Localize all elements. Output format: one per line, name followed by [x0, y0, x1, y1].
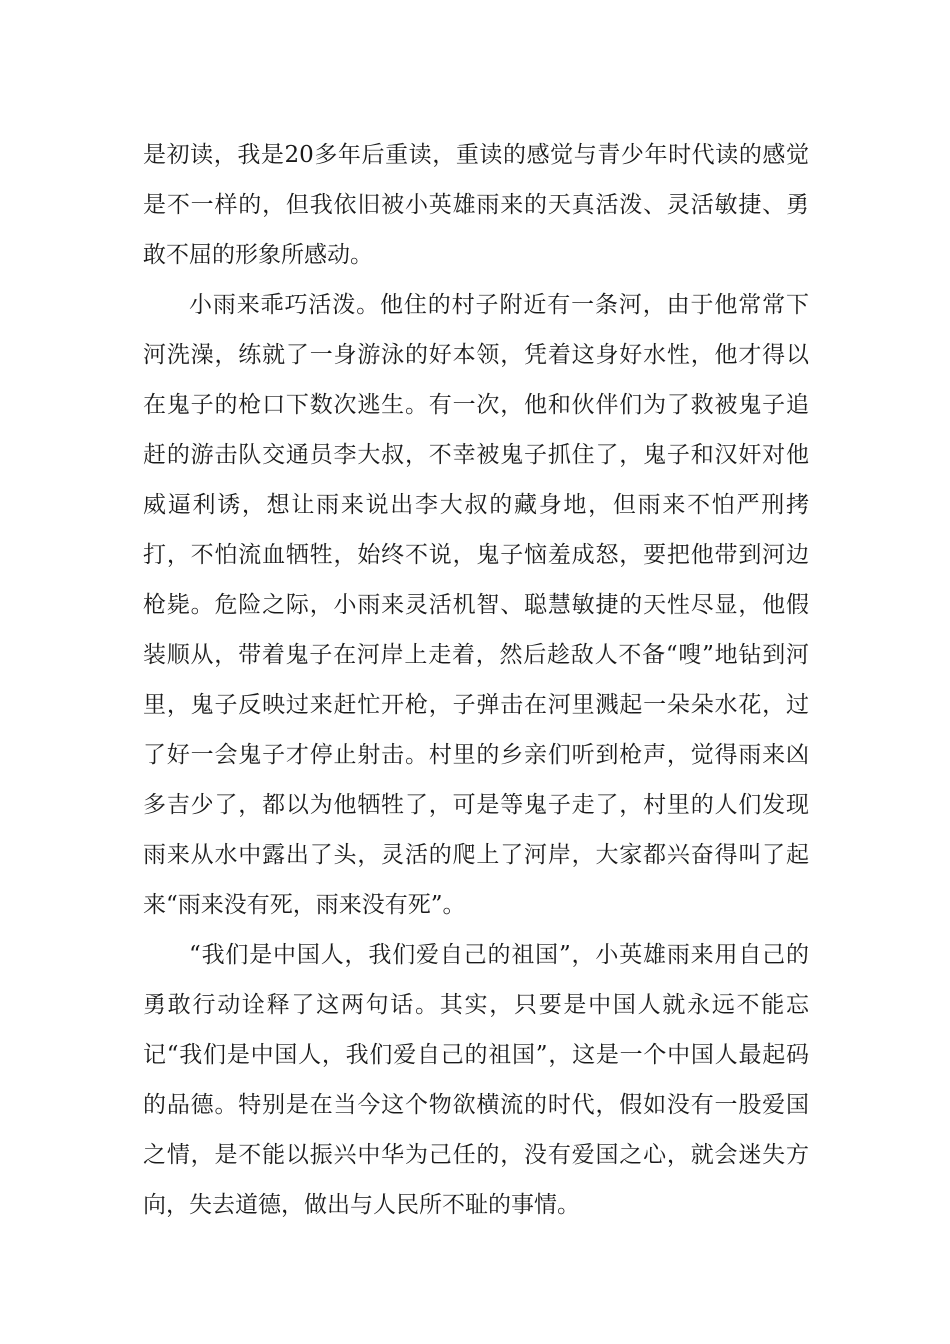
paragraph-patriotism: “我们是中国人，我们爱自己的祖国”，小英雄雨来用自己的勇敢行动诠释了这两句话。其实，只要是中国人就永远不能忘记“我们是中国人，我们爱自己的祖国”，这是一个中国人最起码的品德。特别是在当今这个物欲横流的时代，假如没有一股爱国之情，是不能以振兴中华为己任的，没有爱国之心，就会迷失方向，失去道德，做出与人民所不耻的事情。 — [143, 942, 809, 1218]
paragraph-xiaoyulai-lively: 小雨来乖巧活泼。他住的村子附近有一条河，由于他常常下河洗澡，练就了一身游泳的好本领，凭着这身好水性，他才得以在鬼子的枪口下数次逃生。有一次，他和伙伴们为了救被鬼子追赶的游击队交通员李大叔，不幸被鬼子抓住了，鬼子和汉奸对他威逼利诱，想让雨来说出李大叔的藏身地，但雨来不怕严刑拷打，不怕流血牺牲，始终不说，鬼子恼羞成怒，要把他带到河边枪毙。危险之际，小雨来灵活机智、聪慧敏捷的天性尽显，他假装顺从，带着鬼子在河岸上走着，然后趁敌人不备“嗖”地钻到河里，鬼子反映过来赶忙开枪，子弹击在河里溅起一朵朵水花，过了好一会鬼子才停止射击。村里的乡亲们听到枪声，觉得雨来凶多吉少了，都以为他牺牲了，可是等鬼子走了，村里的人们发现雨来从水中露出了头，灵活的爬上了河岸，大家都兴奋得叫了起来“雨来没有死，雨来没有死”。 — [143, 292, 809, 918]
body-text — [143, 130, 809, 1230]
paragraph-continuation: 是初读，我是20多年后重读，重读的感觉与青少年时代读的感觉是不一样的，但我依旧被小英雄雨来的天真活泼、灵活敏捷、勇敢不屈的形象所感动。 — [143, 142, 809, 268]
